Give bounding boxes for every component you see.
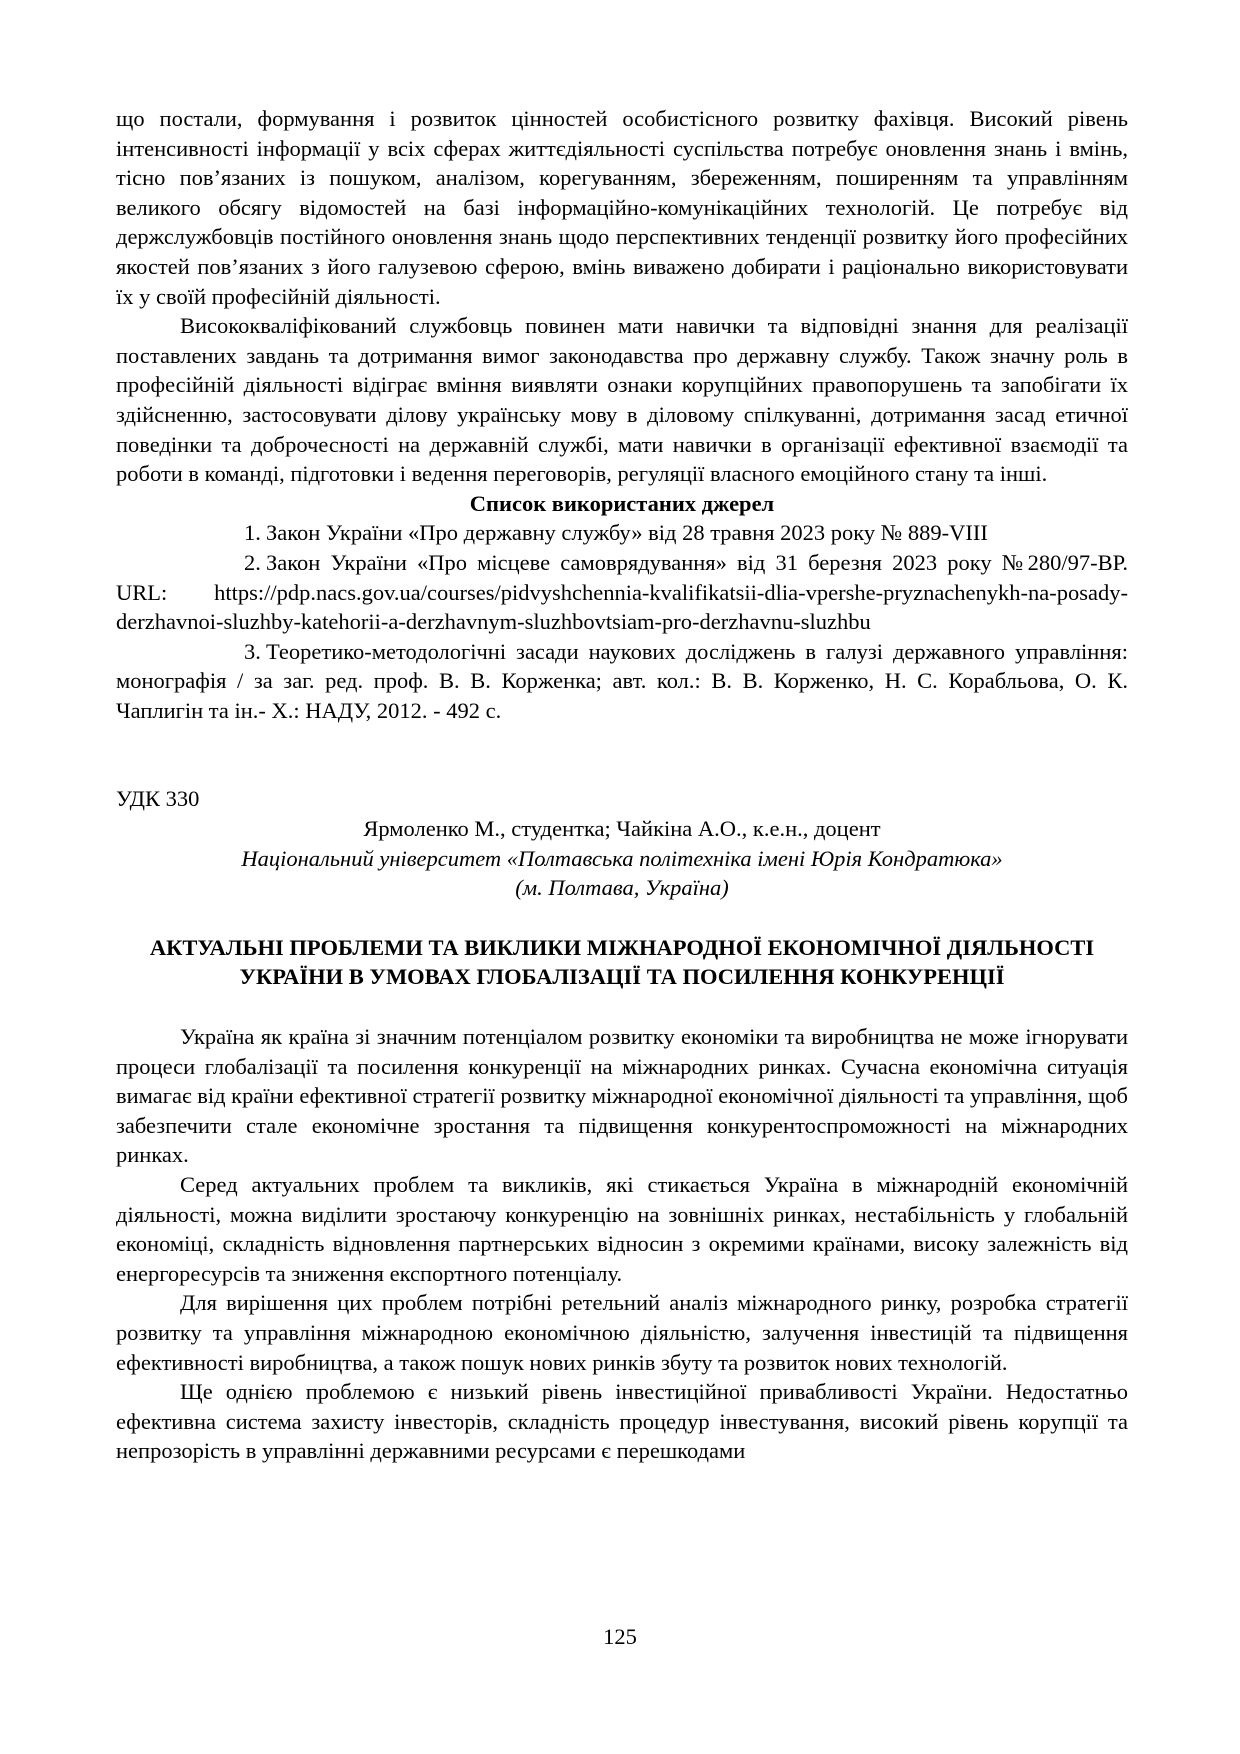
source-item <box>116 518 1128 548</box>
body-paragraph: Для вирішення цих проблем потрібні ретельний аналіз міжнародного ринку, розробка стратегії розвитку та управління міжнародною економічною діяльністю, залучення інвестицій та підвищення ефективності виробництва, а також пошук нових ринків збуту та розвиток нових технологій. <box>116 1290 1128 1375</box>
source-item-number: 2. <box>244 549 261 575</box>
authors-line: Ярмоленко М., студентка; Чайкіна А.О., к.е.н., доцент <box>363 816 881 842</box>
source-item-number: 1. <box>244 520 261 546</box>
affiliation-line: Національний університет «Полтавська політехніка імені Юрія Кондратюка» <box>241 845 1003 871</box>
source-item <box>116 637 1128 726</box>
body-paragraph: Ще однією проблемою є низький рівень інвестиційної привабливості України. Недостатньо ефективна система захисту інвесторів, складність процедур інвестування, високий рівень корупції та непрозорість в управлінні державними ресурсами є перешкодами <box>116 1379 1128 1464</box>
body-paragraph: Висококваліфікований службовць повинен мати навички та відповідні знання для реалізації поставлених завдань та дотримання вимог законодавства про державну службу. Також значну роль в професійній діяльності відіграє вміння виявляти ознаки корупційних правопорушень та запобігати їх здійсненню, застосовувати ділову українську мову в діловому спілкуванні, дотримання засад етичної поведінки та доброчесності на державній службі, мати навички в організації ефективної взаємодії та роботи в команді, підготовки і ведення переговорів, регуляції власного емоційного стану та інші. <box>116 313 1128 487</box>
page-number: 125 <box>603 1624 637 1649</box>
article-title: АКТУАЛЬНІ ПРОБЛЕМИ ТА ВИКЛИКИ МІЖНАРОДНОЇ ЕКОНОМІЧНОЇ ДІЯЛЬНОСТІ УКРАЇНИ В УМОВАХ ГЛОБАЛІЗАЦІЇ ТА ПОСИЛЕННЯ КОНКУРЕНЦІЇ <box>149 934 1095 990</box>
sources-heading: Список використаних джерел <box>469 490 775 516</box>
udc-code: УДК 330 <box>116 786 200 812</box>
location-line: (м. Полтава, Україна) <box>515 875 729 901</box>
source-item <box>116 548 1128 637</box>
source-item-text: Закон України «Про державну службу» від 28 травня 2023 року № 889-VIII <box>266 520 988 546</box>
source-item-number: 3. <box>244 638 261 664</box>
body-paragraph: Серед актуальних проблем та викликів, які стикається Україна в міжнародній економічній діяльності, можна виділити зростаючу конкуренцію на зовнішніх ринках, нестабільність у глобальній економіці, складність відновлення партнерських відносин з окремими країнами, високу залежність від енергоресурсів та зниження експортного потенціалу. <box>116 1172 1128 1286</box>
continued-paragraph: що постали, формування і розвиток цінностей особистісного розвитку фахівця. Високий рівень інтенсивності інформації у всіх сферах життєдіяльності суспільства потребує оновлення знань і вмінь, тісно пов’язаних із пошуком, аналізом, корегуванням, збереженням, поширенням та управлінням великого обсягу відомостей на базі інформаційно-комунікаційних технологій. Це потребує від держслужбовців постійного оновлення знань щодо перспективних тенденції розвитку його професійних якостей пов’язаних з його галузевою сферою, вмінь виважено добирати і раціонально використовувати їх у своїй професійній діяльності. <box>116 106 1128 309</box>
source-item-text: Теоретико-методологічні засади наукових досліджень в галузі державного управління: монографія / за заг. ред. проф. В. В. Корженка; авт. кол.: В. В. Корженко, Н. С. Корабльова, О. К. Чаплигін та ін.- Х.: НАДУ, 2012. - 492 с. <box>116 638 1128 723</box>
source-item-text: Закон України «Про місцеве самоврядування» від 31 березня 2023 року №280/97-ВР. URL: https://pdp.nacs.gov.ua/courses/pidvyshchennia-kvalifikatsii-dlia-vpershe-pryznachenykh-na-posady-derzhavnoi-sluzhby-katehorii-a-derzhavnym-sluzhbovtsiam-pro-derzhavnu-sluzhbu <box>116 549 1128 635</box>
body-paragraph: Україна як країна зі значним потенціалом розвитку економіки та виробництва не може ігнорувати процеси глобалізації та посилення конкуренції на міжнародних ринках. Сучасна економічна ситуація вимагає від країни ефективної стратегії розвитку міжнародної економічної діяльності та управління, щоб забезпечити стале економічне зростання та підвищення конкурентоспроможності на міжнародних ринках. <box>116 1024 1128 1168</box>
page-content <box>116 104 1128 1466</box>
